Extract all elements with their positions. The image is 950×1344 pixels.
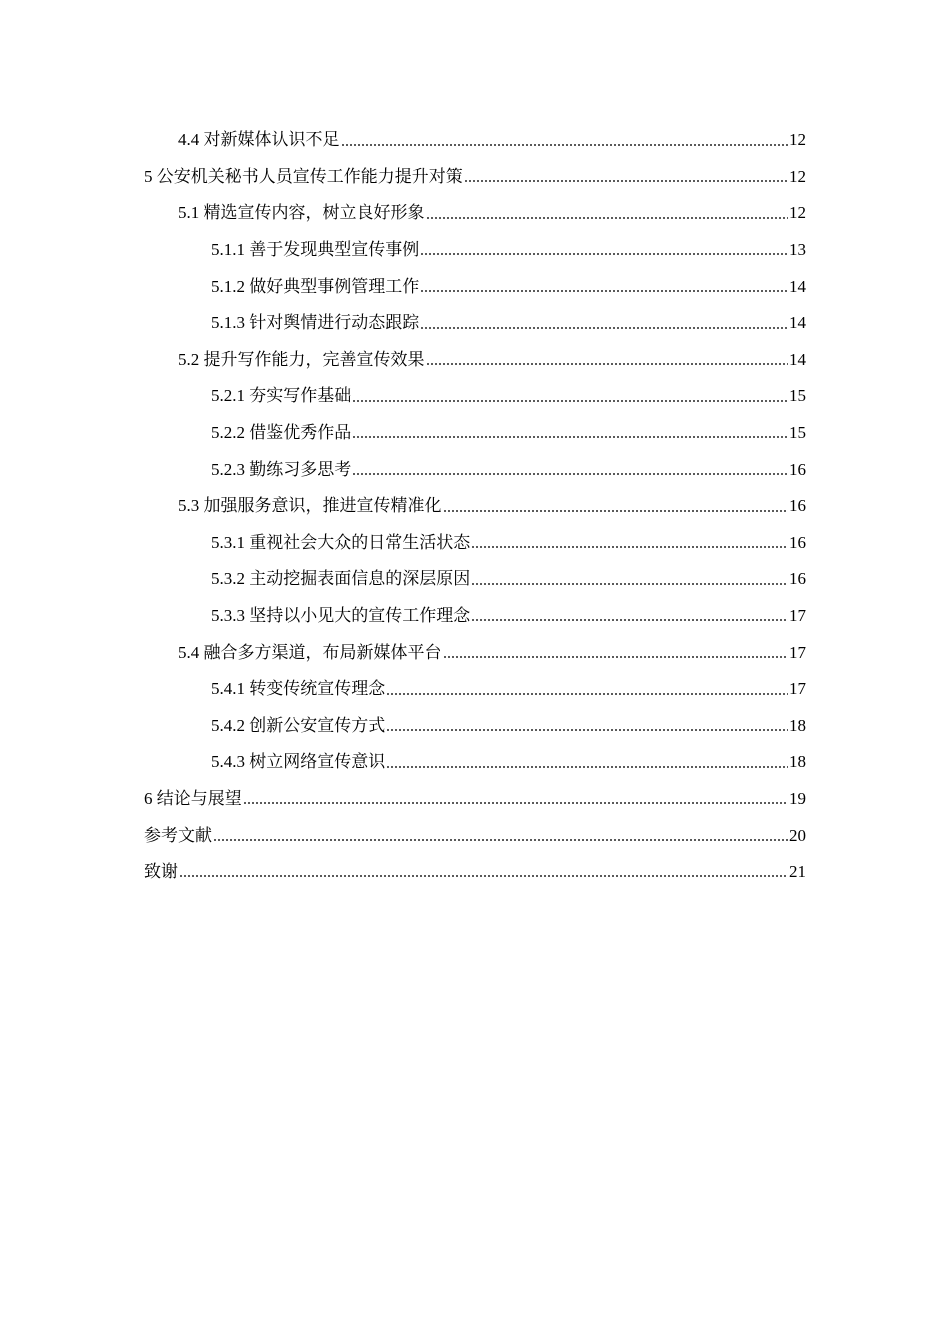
dot-leader — [243, 802, 788, 804]
toc-entry-title: 5.3.1 重视社会大众的日常生活状态 — [211, 532, 471, 552]
toc-entry[interactable] — [0, 232, 950, 269]
dot-leader — [471, 583, 788, 585]
table-of-contents — [0, 122, 950, 890]
toc-entry[interactable] — [0, 744, 950, 781]
toc-entry-page: 18 — [789, 752, 806, 772]
dot-leader — [420, 253, 788, 255]
toc-entry-title: 5.4.1 转变传统宣传理念 — [211, 679, 386, 699]
toc-entry-page: 14 — [789, 349, 806, 369]
toc-entry[interactable] — [0, 488, 950, 525]
toc-entry[interactable] — [0, 415, 950, 452]
dot-leader — [352, 473, 788, 475]
toc-entry-title: 5.2 提升写作能力，完善宣传效果 — [178, 349, 425, 369]
toc-entry[interactable] — [0, 781, 950, 818]
toc-entry-title: 5.3.3 坚持以小见大的宣传工作理念 — [211, 606, 471, 626]
toc-entry-page: 19 — [789, 788, 806, 808]
toc-entry-title: 5.1.3 针对舆情进行动态跟踪 — [211, 313, 420, 333]
toc-entry-page: 13 — [789, 240, 806, 260]
toc-entry-page: 17 — [789, 642, 806, 662]
toc-entry[interactable] — [0, 122, 950, 159]
toc-entry[interactable] — [0, 598, 950, 635]
toc-entry-title: 5.4.3 树立网络宣传意识 — [211, 752, 386, 772]
dot-leader — [471, 546, 788, 548]
dot-leader — [443, 510, 789, 512]
toc-entry-page: 20 — [789, 825, 806, 845]
toc-entry-title: 4.4 对新媒体认识不足 — [178, 130, 340, 150]
toc-entry-page: 14 — [789, 313, 806, 333]
toc-entry[interactable] — [0, 305, 950, 342]
toc-entry-page: 15 — [789, 386, 806, 406]
dot-leader — [426, 217, 789, 219]
toc-entry[interactable] — [0, 451, 950, 488]
toc-entry-page: 17 — [789, 679, 806, 699]
toc-entry-title: 5.4 融合多方渠道，布局新媒体平台 — [178, 642, 442, 662]
dot-leader — [386, 729, 788, 731]
toc-entry-page: 16 — [789, 569, 806, 589]
toc-entry-page: 12 — [789, 203, 806, 223]
toc-entry-page: 16 — [789, 532, 806, 552]
toc-entry[interactable] — [0, 525, 950, 562]
toc-entry-page: 15 — [789, 423, 806, 443]
dot-leader — [341, 144, 789, 146]
dot-leader — [386, 693, 788, 695]
toc-entry[interactable] — [0, 634, 950, 671]
toc-entry-title: 5.2.1 夯实写作基础 — [211, 386, 352, 406]
dot-leader — [386, 766, 788, 768]
toc-entry-title: 致谢 — [144, 862, 178, 882]
toc-entry[interactable] — [0, 854, 950, 891]
toc-entry[interactable] — [0, 708, 950, 745]
toc-entry-page: 17 — [789, 606, 806, 626]
dot-leader — [420, 327, 788, 329]
toc-entry[interactable] — [0, 268, 950, 305]
toc-entry-page: 18 — [789, 715, 806, 735]
dot-leader — [426, 363, 789, 365]
dot-leader — [352, 436, 788, 438]
toc-entry[interactable] — [0, 342, 950, 379]
toc-entry[interactable] — [0, 817, 950, 854]
dot-leader — [352, 400, 788, 402]
dot-leader — [179, 875, 788, 877]
toc-entry-page: 12 — [789, 130, 806, 150]
dot-leader — [420, 290, 788, 292]
dot-leader — [443, 656, 789, 658]
toc-entry-title: 6 结论与展望 — [144, 788, 242, 808]
dot-leader — [471, 619, 788, 621]
dot-leader — [213, 839, 788, 841]
toc-entry[interactable] — [0, 195, 950, 232]
dot-leader — [464, 180, 788, 182]
toc-entry-title: 5.1 精选宣传内容，树立良好形象 — [178, 203, 425, 223]
toc-entry-page: 21 — [789, 862, 806, 882]
toc-entry[interactable] — [0, 671, 950, 708]
toc-entry-title: 5.2.3 勤练习多思考 — [211, 459, 352, 479]
toc-entry-title: 5.1.1 善于发现典型宣传事例 — [211, 240, 420, 260]
toc-entry-title: 5.1.2 做好典型事例管理工作 — [211, 276, 420, 296]
toc-entry-title: 参考文献 — [144, 825, 212, 845]
toc-entry-title: 5 公安机关秘书人员宣传工作能力提升对策 — [144, 166, 463, 186]
toc-entry[interactable] — [0, 378, 950, 415]
toc-entry-title: 5.4.2 创新公安宣传方式 — [211, 715, 386, 735]
toc-entry-title: 5.2.2 借鉴优秀作品 — [211, 423, 352, 443]
toc-entry-title: 5.3 加强服务意识，推进宣传精准化 — [178, 496, 442, 516]
toc-entry[interactable] — [0, 159, 950, 196]
toc-entry-page: 16 — [789, 496, 806, 516]
toc-entry-page: 12 — [789, 166, 806, 186]
toc-entry-page: 16 — [789, 459, 806, 479]
toc-entry-title: 5.3.2 主动挖掘表面信息的深层原因 — [211, 569, 471, 589]
toc-entry-page: 14 — [789, 276, 806, 296]
toc-entry[interactable] — [0, 561, 950, 598]
